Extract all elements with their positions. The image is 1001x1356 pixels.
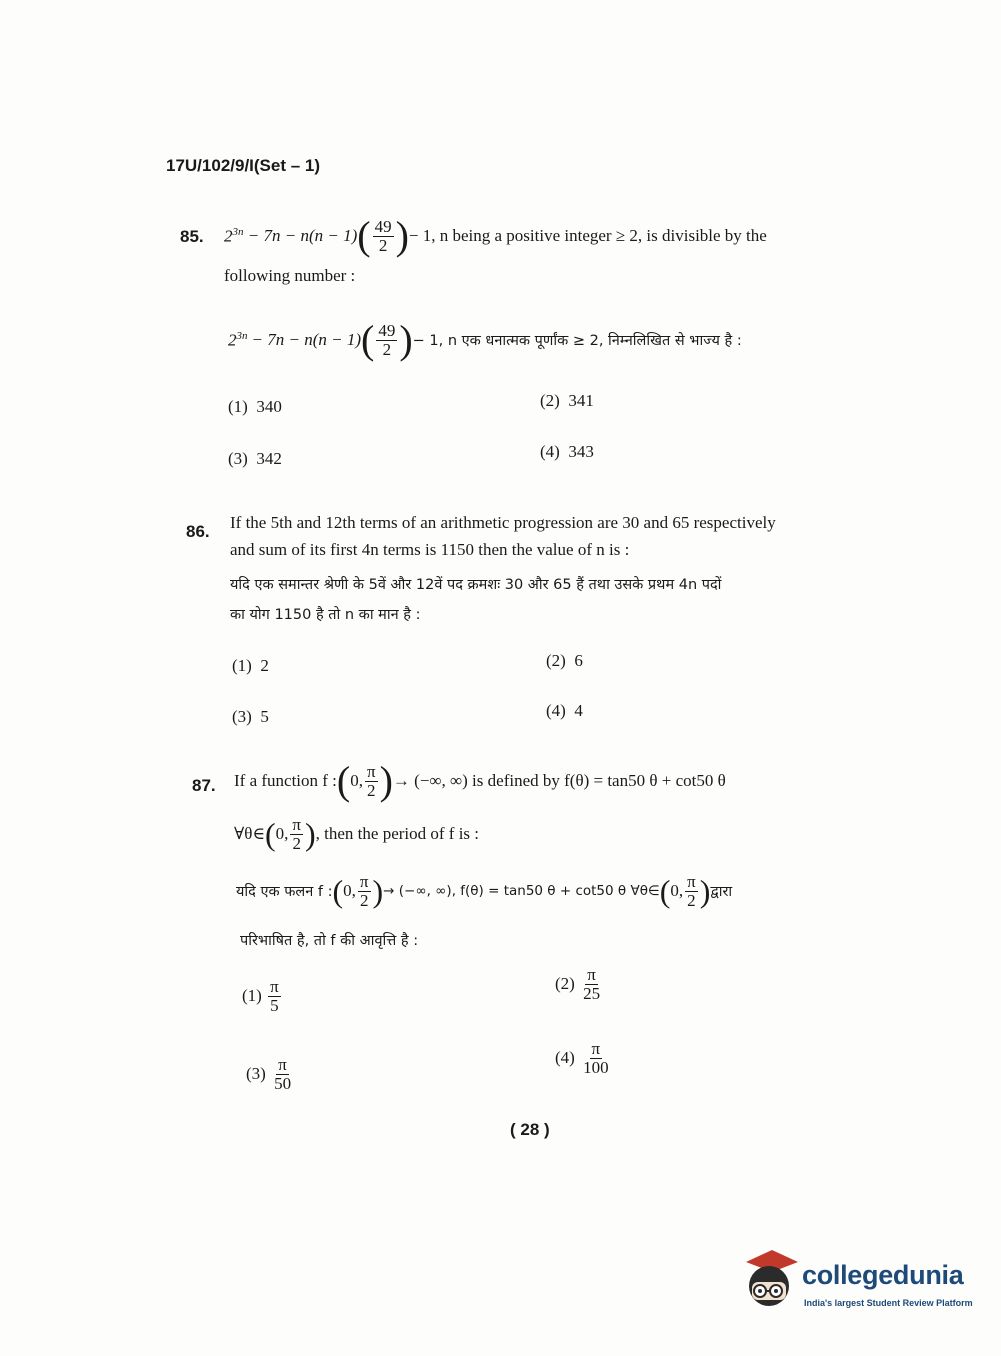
q85-option-3: (3) 342 — [228, 449, 282, 468]
q86-option-4: (4) 4 — [546, 701, 583, 720]
question-86-hindi-line2: का योग 1150 है तो n का मान है : — [230, 607, 421, 623]
collegedunia-logo[interactable] — [742, 1248, 972, 1318]
brand-name: collegedunia — [802, 1260, 964, 1290]
q86-option-1: (1) 2 — [232, 656, 269, 675]
q85-option-4: (4) 343 — [540, 442, 594, 461]
question-number-87: 87. — [192, 776, 216, 795]
question-86-hindi-line1: यदि एक समान्तर श्रेणी के 5वें और 12वें पद क्रमशः 30 और 65 हैं तथा उसके प्रथम 4n पदों — [230, 577, 722, 593]
question-87-english-line1: If a function f : ( 0, $\frac{\pi}{2}$ ) → (−∞, ∞) is defined by f(θ) = tan50 θ + cot50 θ — [234, 758, 726, 803]
q85-option-2: (2) 341 — [540, 391, 594, 410]
q87-option-2: (2) $\frac{\pi}{25}$ — [555, 964, 601, 1003]
brand-tagline: India's largest Student Review Platform — [804, 1298, 973, 1308]
question-86-english-line1: If the 5th and 12th terms of an arithmetic progression are 30 and 65 respectively — [230, 513, 776, 532]
q85-option-1: (1) 340 — [228, 397, 282, 416]
question-85-english-line1: $2^{3n}$ − 7n − n(n − 1) ( $\frac{49}{2}$ ) − 1, n being a positive integer ≥ 2, is divisible by the — [224, 213, 767, 258]
question-87-hindi-line2: परिभाषित है, तो f की आवृत्ति है : — [240, 933, 419, 949]
question-85-english-line2: following number : — [224, 266, 356, 285]
question-number-86: 86. — [186, 522, 210, 541]
question-85-hindi: $2^{3n}$ − 7n − n(n − 1) ( $\frac{49}{2}$ ) − 1, n एक धनात्मक पूर्णांक ≥ 2, निम्नलिखित से भाज्य है : — [228, 317, 742, 362]
q86-option-2: (2) 6 — [546, 651, 583, 670]
paper-code-header: 17U/102/9/I(Set – 1) — [166, 156, 321, 175]
question-87-english-line2: ∀θ∈ ( 0, $\frac{\pi}{2}$ ) , then the period of f is : — [234, 814, 480, 853]
q87-option-1: (1) $\frac{\pi}{5}$ — [242, 976, 279, 1015]
q87-option-4: (4) $\frac{\pi}{100}$ — [555, 1038, 609, 1077]
question-number-85: 85. — [180, 227, 204, 246]
q86-option-3: (3) 5 — [232, 707, 269, 726]
mascot-icon — [742, 1248, 800, 1314]
q87-option-3: (3) $\frac{\pi}{50}$ — [246, 1054, 292, 1093]
question-87-hindi-line1: यदि एक फलन f : ( 0, $\frac{\pi}{2}$ ) → (−∞, ∞), f(θ) = tan50 θ + cot50 θ ∀θ∈ ( 0, $\frac{\pi}{2}$ ) द्वारा — [236, 871, 733, 910]
question-86-english-line2: and sum of its first 4n terms is 1150 then the value of n is : — [230, 540, 630, 559]
page-number: ( 28 ) — [510, 1120, 550, 1139]
